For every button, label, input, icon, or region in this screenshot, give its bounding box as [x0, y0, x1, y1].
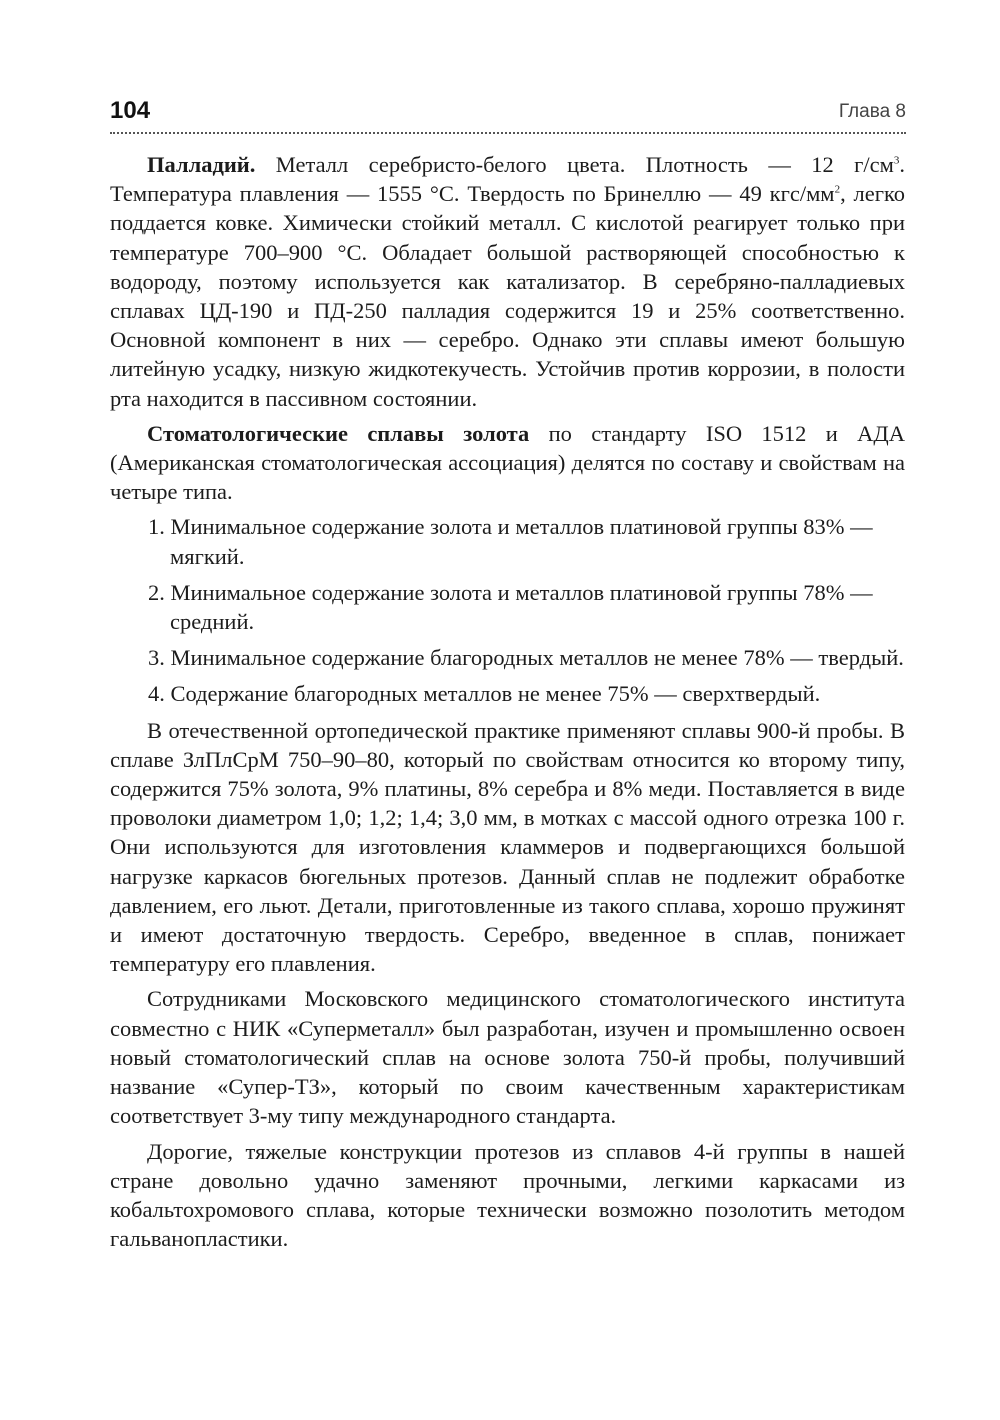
paragraph-gold-alloys — [110, 419, 905, 507]
paragraph-cobalt-chrome: Дорогие, тяжелые конструкции протезов из сплавов 4-й группы в нашей стране довольно удачно заменяют прочными, легкими каркасами из кобальтохромового сплава, которые технически возможно позолотить методом гальванопластики. — [110, 1138, 905, 1252]
paragraph-text: Металл серебристо-белого цвета. Плотность — 12 г/см — [255, 152, 894, 177]
superscript: 3 — [893, 154, 900, 167]
paragraph-palladium — [110, 150, 905, 413]
alloy-type-list — [110, 512, 905, 708]
term-gold-alloys: Стоматологические сплавы золота — [147, 420, 530, 446]
paragraph-super-t3: Сотрудниками Московского медицинского стоматологического института совместно с НИК «Суперметалл» был разработан, изучен и промышленно освоен новый стоматологический сплав на основе золота 750-й пробы, получивший название «Супер-ТЗ», который по своим качественным характеристикам соответствует 3-му типу международного стандарта. — [110, 986, 905, 1129]
list-item: 4. Содержание благородных металлов не менее 75% — сверхтвердый. — [148, 681, 821, 707]
paragraph-domestic-practice: В отечественной ортопедической практике применяют сплавы 900-й пробы. В сплаве ЗлПлСрМ 750–90–80, который по свойствам относится ко второму типу, содержится 75% золота, 9% платины, 8% серебра и 8% меди. Поставляется в виде проволоки диаметром 1,0; 1,2; 1,4; 3,0 мм, в мотках с массой одного отрезка 100 г. Они используются для изготовления кламмеров и подвергающихся большой нагрузке каркасов бюгельных протезов. Данный сплав не подлежит обработке давлением, его льют. Детали, приготовленные из такого сплава, хорошо пружинят и имеют достаточную твердость. Серебро, введенное в сплав, понижает температуру его плавления. — [110, 717, 905, 977]
paragraph-text: . Температура плавления — 1555 °С. Твердость по Бринеллю — 49 кгс/мм — [110, 152, 905, 207]
superscript: 2 — [834, 183, 841, 196]
body-text — [110, 150, 905, 1259]
list-item: 1. Минимальное содержание золота и металлов платиновой группы 83% — мягкий. — [148, 514, 873, 569]
paragraph-text: по стандарту ISO 1512 и АДА (Американская стоматологическая ассоциация) делятся по составу и свойствам на четыре типа. — [110, 420, 906, 505]
running-head — [110, 96, 906, 134]
chapter-label: Глава 8 — [838, 101, 906, 122]
page-number: 104 — [110, 97, 151, 124]
list-item: 3. Минимальное содержание благородных металлов не менее 78% — твердый. — [148, 645, 904, 671]
paragraph-text: , легко поддается ковке. Химически стойкий металл. С кислотой реагирует только при температуре 700–900 °С. Обладает большой растворяющей способностью к водороду, поэтому используется как катализатор. В серебряно-палладиевых сплавах ЦД-190 и ПД-250 палладия содержится 19 и 25% соответственно. Основной компонент в них — серебро. Однако эти сплавы имеют большую литейную усадку, низкую жидкотекучесть. Устойчив против коррозии, в полости рта находится в пассивном состоянии. — [110, 181, 906, 411]
term-palladium: Палладий. — [147, 152, 256, 177]
list-item: 2. Минимальное содержание золота и металлов платиновой группы 78% — средний. — [148, 579, 873, 635]
